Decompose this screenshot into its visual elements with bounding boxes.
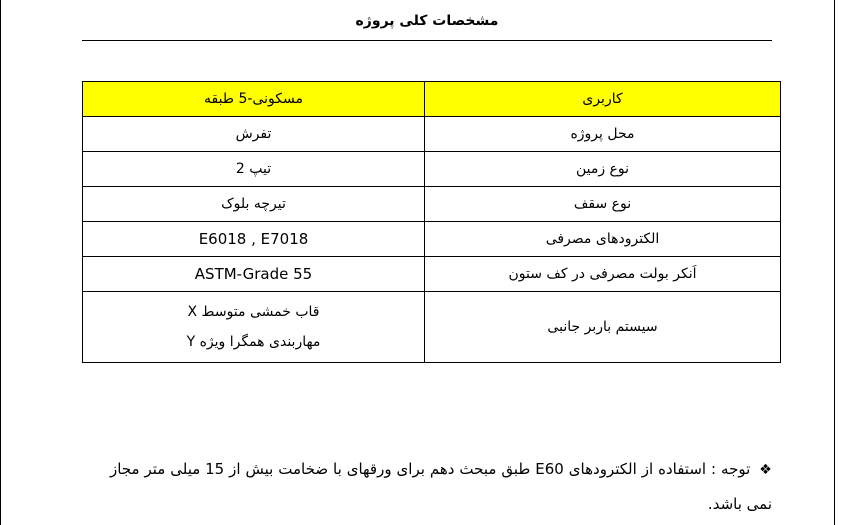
table-row bbox=[83, 187, 781, 222]
lateral-line-x: قاب خمشی متوسط X bbox=[187, 304, 320, 320]
table-row bbox=[83, 152, 781, 187]
note-text: توجه : استفاده از الکترودهای E60 طبق مبحث دهم برای ورقهای با ضخامت بیش از 15 میلی متر مجاز نمی باشد. bbox=[110, 460, 772, 513]
diamond-bullet-icon: ❖ bbox=[759, 462, 772, 478]
table-header-row bbox=[83, 82, 781, 117]
row-value-cell: تیپ 2 bbox=[83, 152, 425, 187]
row-value-cell: ASTM-Grade 55 bbox=[83, 257, 425, 292]
row-value-cell: تیرچه بلوک bbox=[83, 187, 425, 222]
row-value-cell bbox=[83, 292, 425, 363]
table-row bbox=[83, 117, 781, 152]
header-value-cell: مسکونی-5 طبقه bbox=[83, 82, 425, 117]
row-key-cell: سیستم باربر جانبی bbox=[425, 292, 781, 363]
row-value-cell: تفرش bbox=[83, 117, 425, 152]
page-title: مشخصات کلی پروژه bbox=[82, 8, 772, 41]
header-key-cell: کاربری bbox=[425, 82, 781, 117]
row-key-cell: محل پروژه bbox=[425, 117, 781, 152]
row-key-cell: الکترودهای مصرفی bbox=[425, 222, 781, 257]
row-value-cell: E6018 , E7018 bbox=[83, 222, 425, 257]
table-row bbox=[83, 257, 781, 292]
row-key-cell: نوع زمین bbox=[425, 152, 781, 187]
row-key-cell: نوع سقف bbox=[425, 187, 781, 222]
lateral-line-y: مهاربندی همگرا ویژه Y bbox=[186, 334, 321, 350]
note-paragraph bbox=[110, 452, 772, 521]
table-row bbox=[83, 292, 781, 363]
row-key-cell: اَنکر بولت مصرفی در کف ستون bbox=[425, 257, 781, 292]
project-spec-table bbox=[82, 81, 781, 363]
table-row bbox=[83, 222, 781, 257]
